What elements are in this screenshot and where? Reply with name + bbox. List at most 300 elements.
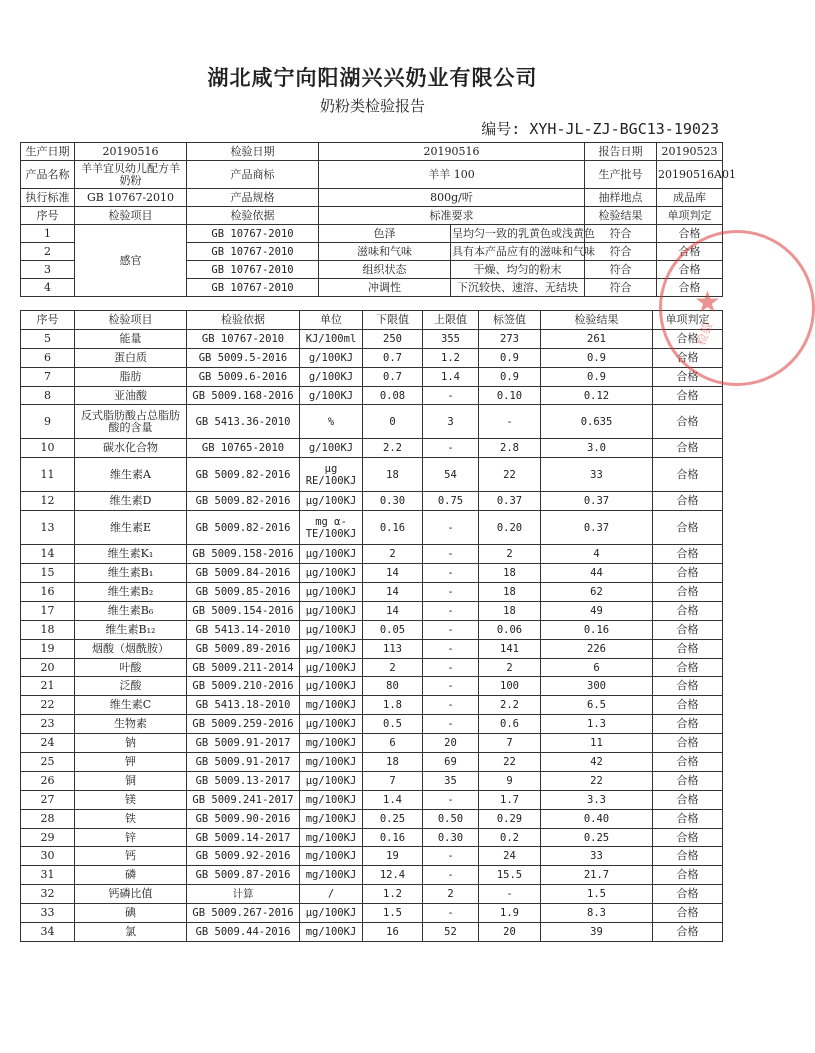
sensory-header-basis: 检验依据 (187, 207, 319, 225)
upper: - (423, 583, 479, 602)
table-row (21, 620, 723, 639)
result: 1.3 (541, 715, 653, 734)
table-row (21, 885, 723, 904)
unit: mg α-TE/100KJ (300, 511, 363, 545)
upper: - (423, 564, 479, 583)
basis: GB 10767-2010 (187, 225, 319, 243)
sensory-attr: 色泽 (319, 225, 451, 243)
result: 33 (541, 458, 653, 492)
standard-req: 具有本产品应有的滋味和气味 (451, 243, 585, 261)
result: 0.40 (541, 809, 653, 828)
phys-header-label: 标签值 (479, 311, 541, 330)
verdict: 合格 (653, 564, 723, 583)
table-row (21, 923, 723, 942)
unit: μg RE/100KJ (300, 458, 363, 492)
basis: GB 5009.82-2016 (187, 492, 300, 511)
sensory-header-result: 检验结果 (585, 207, 657, 225)
lower: 250 (363, 329, 423, 348)
lower: 80 (363, 677, 423, 696)
row-no: 10 (21, 439, 75, 458)
basis: GB 5009.6-2016 (187, 367, 300, 386)
table-row (21, 386, 723, 405)
result: 62 (541, 583, 653, 602)
upper: - (423, 904, 479, 923)
lower: 19 (363, 847, 423, 866)
basis: GB 10767-2010 (187, 279, 319, 297)
item: 亚油酸 (75, 386, 187, 405)
label-value: 18 (479, 564, 541, 583)
lower: 6 (363, 734, 423, 753)
verdict: 合格 (653, 715, 723, 734)
upper: 35 (423, 771, 479, 790)
table-row (21, 329, 723, 348)
standard: GB 10767-2010 (75, 189, 187, 207)
unit: μg/100KJ (300, 771, 363, 790)
sample-place: 成品库 (657, 189, 723, 207)
table-row (21, 696, 723, 715)
table-row (21, 405, 723, 439)
item: 维生素E (75, 511, 187, 545)
lower: 7 (363, 771, 423, 790)
upper: 1.4 (423, 367, 479, 386)
verdict: 合格 (653, 458, 723, 492)
result: 3.0 (541, 439, 653, 458)
item: 维生素K₁ (75, 545, 187, 564)
unit: mg/100KJ (300, 753, 363, 772)
item: 维生素B₁ (75, 564, 187, 583)
item: 生物素 (75, 715, 187, 734)
verdict: 合格 (653, 885, 723, 904)
upper: 69 (423, 753, 479, 772)
prod-date: 20190516 (75, 143, 187, 161)
product-name: 羊羊宜贝幼儿配方羊奶粉 (75, 161, 187, 189)
upper: - (423, 847, 479, 866)
label-value: 20 (479, 923, 541, 942)
lower: 0.08 (363, 386, 423, 405)
basis: GB 5009.259-2016 (187, 715, 300, 734)
basis: GB 5009.154-2016 (187, 601, 300, 620)
verdict: 合格 (653, 753, 723, 772)
item: 磷 (75, 866, 187, 885)
item: 维生素B₁₂ (75, 620, 187, 639)
verdict: 合格 (657, 225, 723, 243)
table-row (21, 790, 723, 809)
unit: mg/100KJ (300, 923, 363, 942)
table-row (21, 639, 723, 658)
row-no: 20 (21, 658, 75, 677)
table-row (21, 367, 723, 386)
unit: g/100KJ (300, 348, 363, 367)
item: 铁 (75, 809, 187, 828)
result: 0.9 (541, 348, 653, 367)
product-name-label: 产品名称 (21, 161, 75, 189)
sensory-attr: 组织状态 (319, 261, 451, 279)
unit: μg/100KJ (300, 715, 363, 734)
standard-req: 下沉较快、速溶、无结块 (451, 279, 585, 297)
label-value: 0.2 (479, 828, 541, 847)
phys-header-unit: 单位 (300, 311, 363, 330)
verdict: 合格 (653, 696, 723, 715)
basis: GB 5009.82-2016 (187, 458, 300, 492)
verdict: 合格 (653, 639, 723, 658)
item: 维生素B₂ (75, 583, 187, 602)
seal-star-icon: ★ (694, 285, 721, 320)
trademark-label: 产品商标 (187, 161, 319, 189)
label-value: 0.37 (479, 492, 541, 511)
lower: 0.7 (363, 348, 423, 367)
label-value: 2 (479, 545, 541, 564)
upper: 3 (423, 405, 479, 439)
result: 300 (541, 677, 653, 696)
result: 符合 (585, 225, 657, 243)
unit: mg/100KJ (300, 847, 363, 866)
label-value: 2.8 (479, 439, 541, 458)
table-row (21, 847, 723, 866)
verdict: 合格 (653, 405, 723, 439)
basis: GB 5009.92-2016 (187, 847, 300, 866)
label-value: 0.9 (479, 348, 541, 367)
verdict: 合格 (653, 620, 723, 639)
lower: 0.16 (363, 828, 423, 847)
label-value: 9 (479, 771, 541, 790)
lower: 113 (363, 639, 423, 658)
row-no: 33 (21, 904, 75, 923)
row-no: 31 (21, 866, 75, 885)
upper: - (423, 386, 479, 405)
upper: - (423, 715, 479, 734)
verdict: 合格 (653, 809, 723, 828)
basis: GB 5009.89-2016 (187, 639, 300, 658)
unit: g/100KJ (300, 439, 363, 458)
batch: 20190516A01 (657, 161, 723, 189)
row-no: 2 (21, 243, 75, 261)
standard-req: 干燥、均匀的粉末 (451, 261, 585, 279)
label-value: 18 (479, 583, 541, 602)
standard-req: 呈均匀一致的乳黄色或浅黄色 (451, 225, 585, 243)
verdict: 合格 (653, 439, 723, 458)
table-row (21, 715, 723, 734)
phys-header-verdict: 单项判定 (653, 311, 723, 330)
row-no: 27 (21, 790, 75, 809)
lower: 12.4 (363, 866, 423, 885)
basis: GB 5009.211-2014 (187, 658, 300, 677)
upper: - (423, 696, 479, 715)
verdict: 合格 (653, 367, 723, 386)
result: 0.37 (541, 511, 653, 545)
table-row (21, 677, 723, 696)
result: 1.5 (541, 885, 653, 904)
result: 0.37 (541, 492, 653, 511)
unit: KJ/100ml (300, 329, 363, 348)
table-row (21, 225, 723, 243)
basis: GB 5009.91-2017 (187, 753, 300, 772)
basis: GB 5413.14-2010 (187, 620, 300, 639)
row-no: 18 (21, 620, 75, 639)
item: 碳水化合物 (75, 439, 187, 458)
basis: GB 5413.18-2010 (187, 696, 300, 715)
verdict: 合格 (653, 511, 723, 545)
upper: 54 (423, 458, 479, 492)
unit: g/100KJ (300, 386, 363, 405)
label-value: 0.10 (479, 386, 541, 405)
upper: 20 (423, 734, 479, 753)
item: 锌 (75, 828, 187, 847)
lower: 14 (363, 601, 423, 620)
result: 261 (541, 329, 653, 348)
upper: 0.50 (423, 809, 479, 828)
row-no: 11 (21, 458, 75, 492)
sensory-attr: 冲调性 (319, 279, 451, 297)
lower: 0.16 (363, 511, 423, 545)
verdict: 合格 (653, 923, 723, 942)
item: 烟酸（烟酰胺） (75, 639, 187, 658)
unit: μg/100KJ (300, 492, 363, 511)
row-no: 5 (21, 329, 75, 348)
label-value: 141 (479, 639, 541, 658)
result: 21.7 (541, 866, 653, 885)
label-value: - (479, 885, 541, 904)
row-no: 14 (21, 545, 75, 564)
row-no: 19 (21, 639, 75, 658)
upper: 52 (423, 923, 479, 942)
unit: μg/100KJ (300, 904, 363, 923)
lower: 1.5 (363, 904, 423, 923)
report-date-label: 报告日期 (585, 143, 657, 161)
lower: 18 (363, 458, 423, 492)
lower: 0.5 (363, 715, 423, 734)
basis: GB 5009.44-2016 (187, 923, 300, 942)
lower: 0.25 (363, 809, 423, 828)
row-no: 9 (21, 405, 75, 439)
result: 4 (541, 545, 653, 564)
table-row (21, 601, 723, 620)
lower: 1.4 (363, 790, 423, 809)
row-no: 25 (21, 753, 75, 772)
result: 符合 (585, 279, 657, 297)
basis: GB 5009.13-2017 (187, 771, 300, 790)
basis: GB 5009.168-2016 (187, 386, 300, 405)
verdict: 合格 (653, 771, 723, 790)
label-value: 1.9 (479, 904, 541, 923)
unit: μg/100KJ (300, 545, 363, 564)
lower: 18 (363, 753, 423, 772)
result: 33 (541, 847, 653, 866)
basis: GB 5009.90-2016 (187, 809, 300, 828)
phys-header-no: 序号 (21, 311, 75, 330)
row-no: 3 (21, 261, 75, 279)
unit: mg/100KJ (300, 734, 363, 753)
verdict: 合格 (657, 279, 723, 297)
table-row (21, 734, 723, 753)
table-row (21, 583, 723, 602)
prod-date-label: 生产日期 (21, 143, 75, 161)
row-no: 8 (21, 386, 75, 405)
upper: - (423, 511, 479, 545)
upper: - (423, 545, 479, 564)
basis: GB 10767-2010 (187, 261, 319, 279)
inspection-seal (659, 230, 815, 386)
verdict: 合格 (653, 583, 723, 602)
item: 反式脂肪酸占总脂肪酸的含量 (75, 405, 187, 439)
basis: GB 5009.87-2016 (187, 866, 300, 885)
row-no: 1 (21, 225, 75, 243)
item: 蛋白质 (75, 348, 187, 367)
item: 叶酸 (75, 658, 187, 677)
row-no: 21 (21, 677, 75, 696)
row-no: 24 (21, 734, 75, 753)
basis: GB 5413.36-2010 (187, 405, 300, 439)
table-row (21, 348, 723, 367)
sensory-header-item: 检验项目 (75, 207, 187, 225)
label-value: 0.9 (479, 367, 541, 386)
item: 碘 (75, 904, 187, 923)
batch-label: 生产批号 (585, 161, 657, 189)
spec: 800g/听 (319, 189, 585, 207)
result: 6.5 (541, 696, 653, 715)
physchem-table (20, 310, 723, 942)
row-no: 23 (21, 715, 75, 734)
lower: 0.05 (363, 620, 423, 639)
label-value: 273 (479, 329, 541, 348)
label-value: 24 (479, 847, 541, 866)
verdict: 合格 (657, 261, 723, 279)
basis: GB 5009.91-2017 (187, 734, 300, 753)
lower: 14 (363, 583, 423, 602)
lower: 1.2 (363, 885, 423, 904)
verdict: 合格 (653, 601, 723, 620)
verdict: 合格 (653, 847, 723, 866)
unit: g/100KJ (300, 367, 363, 386)
upper: - (423, 790, 479, 809)
unit: μg/100KJ (300, 639, 363, 658)
item: 钙磷比值 (75, 885, 187, 904)
item: 维生素A (75, 458, 187, 492)
result: 符合 (585, 243, 657, 261)
label-value: 22 (479, 458, 541, 492)
lower: 14 (363, 564, 423, 583)
item: 钠 (75, 734, 187, 753)
unit: mg/100KJ (300, 866, 363, 885)
upper: - (423, 601, 479, 620)
basis: 计算 (187, 885, 300, 904)
row-no: 4 (21, 279, 75, 297)
sensory-header-req: 标准要求 (319, 207, 585, 225)
label-value: 2 (479, 658, 541, 677)
verdict: 合格 (653, 734, 723, 753)
phys-header-result: 检验结果 (541, 311, 653, 330)
basis: GB 5009.210-2016 (187, 677, 300, 696)
upper: - (423, 439, 479, 458)
result: 42 (541, 753, 653, 772)
basis: GB 5009.85-2016 (187, 583, 300, 602)
item: 钾 (75, 753, 187, 772)
result: 0.16 (541, 620, 653, 639)
upper: 355 (423, 329, 479, 348)
table-row (21, 809, 723, 828)
basis: GB 5009.82-2016 (187, 511, 300, 545)
verdict: 合格 (653, 658, 723, 677)
verdict: 合格 (657, 243, 723, 261)
verdict: 合格 (653, 329, 723, 348)
basis: GB 10765-2010 (187, 439, 300, 458)
item: 镁 (75, 790, 187, 809)
unit: μg/100KJ (300, 601, 363, 620)
item: 能量 (75, 329, 187, 348)
row-no: 7 (21, 367, 75, 386)
lower: 16 (363, 923, 423, 942)
insp-date-label: 检验日期 (187, 143, 319, 161)
verdict: 合格 (653, 677, 723, 696)
sensory-group: 感官 (75, 225, 187, 297)
row-no: 28 (21, 809, 75, 828)
label-value: 1.7 (479, 790, 541, 809)
result: 6 (541, 658, 653, 677)
info-table (20, 142, 736, 297)
item: 钙 (75, 847, 187, 866)
upper: 0.75 (423, 492, 479, 511)
label-value: 18 (479, 601, 541, 620)
label-value: 100 (479, 677, 541, 696)
result: 0.25 (541, 828, 653, 847)
table-row (21, 866, 723, 885)
item: 氯 (75, 923, 187, 942)
unit: % (300, 405, 363, 439)
verdict: 合格 (653, 545, 723, 564)
table-row (21, 439, 723, 458)
upper: - (423, 866, 479, 885)
verdict: 合格 (653, 904, 723, 923)
basis: GB 10767-2010 (187, 329, 300, 348)
table-row (21, 753, 723, 772)
table-row (21, 492, 723, 511)
label-value: 15.5 (479, 866, 541, 885)
row-no: 32 (21, 885, 75, 904)
label-value: 0.6 (479, 715, 541, 734)
item: 铜 (75, 771, 187, 790)
basis: GB 5009.5-2016 (187, 348, 300, 367)
sensory-header-verdict: 单项判定 (657, 207, 723, 225)
verdict: 合格 (653, 386, 723, 405)
label-value: 2.2 (479, 696, 541, 715)
basis: GB 5009.158-2016 (187, 545, 300, 564)
basis: GB 5009.14-2017 (187, 828, 300, 847)
phys-header-basis: 检验依据 (187, 311, 300, 330)
seal-text: 检验 (693, 319, 716, 348)
row-no: 26 (21, 771, 75, 790)
basis: GB 5009.241-2017 (187, 790, 300, 809)
row-no: 34 (21, 923, 75, 942)
table-row (21, 658, 723, 677)
item: 维生素D (75, 492, 187, 511)
verdict: 合格 (653, 790, 723, 809)
verdict: 合格 (653, 348, 723, 367)
result: 0.635 (541, 405, 653, 439)
unit: mg/100KJ (300, 809, 363, 828)
sample-place-label: 抽样地点 (585, 189, 657, 207)
unit: mg/100KJ (300, 696, 363, 715)
lower: 2 (363, 658, 423, 677)
row-no: 17 (21, 601, 75, 620)
result: 44 (541, 564, 653, 583)
table-row (21, 771, 723, 790)
item: 维生素B₆ (75, 601, 187, 620)
document-number: 编号: XYH-JL-ZJ-BGC13-19023 (481, 120, 719, 138)
table-row (21, 904, 723, 923)
standard-label: 执行标准 (21, 189, 75, 207)
result: 3.3 (541, 790, 653, 809)
basis: GB 5009.267-2016 (187, 904, 300, 923)
report-date: 20190523 (657, 143, 723, 161)
